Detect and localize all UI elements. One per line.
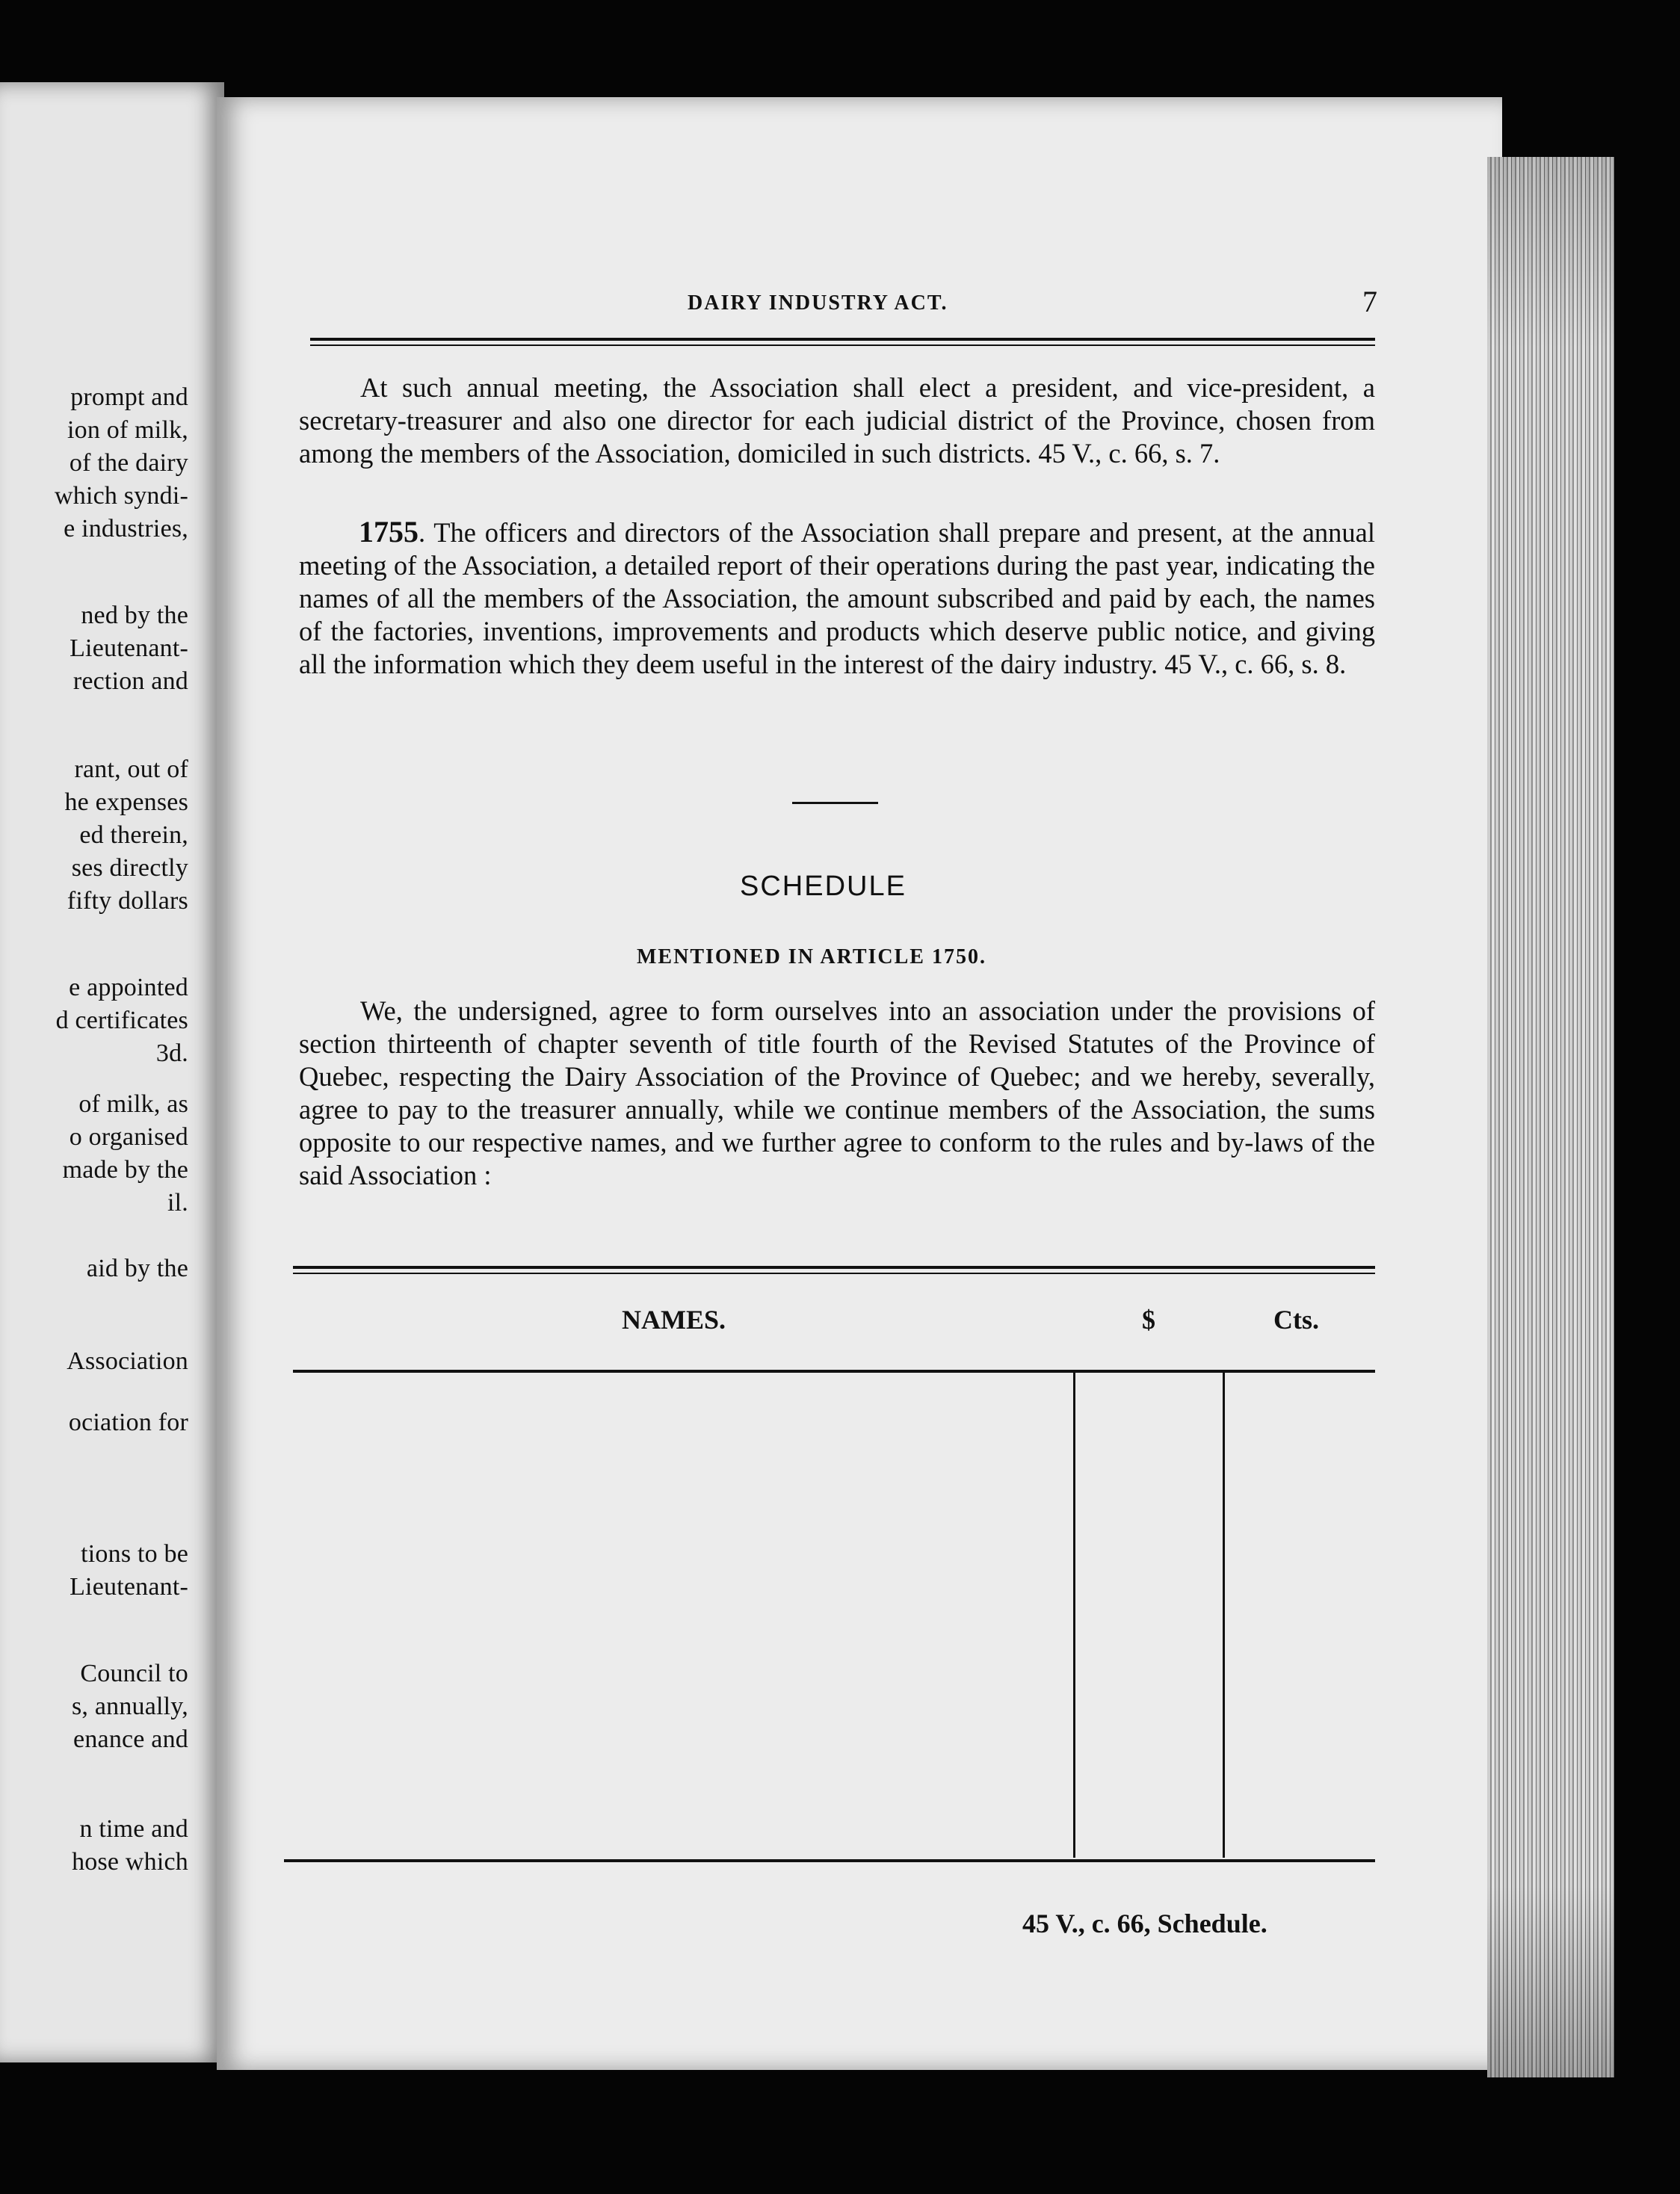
page-number: 7 bbox=[1362, 285, 1377, 318]
left-page-fragment: d certificates bbox=[55, 1007, 188, 1034]
schedule-text-body: We, the undersigned, agree to form ourselves into an association under the provisions of section thirteenth of chapter seventh of title fourth of the Revised Statutes of the Province of Quebec, respecting the Dairy Association of the Province of Quebec; and we hereby, severally, agree to pay to the treasurer annually, while we continue members of the Association, the sums opposite to our respective names, and we further agree to conform to the rules and by-laws of the said Association : bbox=[299, 995, 1375, 1190]
left-page-fragment: ned by the bbox=[81, 602, 188, 629]
paragraph-1755-text: . The officers and directors of the Association shall prepare and present, at the annual meeting of the Association, a detailed report of their operations during the past year, indicating the names of all the members of the Association, the amount subscribed and paid by each, the names of the factories, inventions, improvements and products which deserve public notice, and giving all the information which they deem useful in the interest of the dairy industry. 45 V., c. 66, s. 8. bbox=[299, 517, 1375, 679]
left-page-fragment: e industries, bbox=[64, 515, 188, 543]
column-divider-1 bbox=[1073, 1372, 1075, 1858]
left-page-fragment: fifty dollars bbox=[67, 887, 188, 915]
left-page-fragment: he expenses bbox=[64, 788, 188, 816]
table-bottom-rule bbox=[284, 1859, 1375, 1862]
section-divider bbox=[792, 802, 878, 804]
left-page-fragment: o organised bbox=[69, 1123, 188, 1151]
table-top-rule bbox=[293, 1266, 1375, 1274]
left-page-fragment: e appointed bbox=[69, 974, 188, 1001]
column-cents: Cts. bbox=[1273, 1305, 1319, 1335]
left-page-fragment: 3d. bbox=[155, 1039, 188, 1067]
left-page-fragment: of milk, as bbox=[78, 1090, 188, 1118]
left-page-fragment: tions to be bbox=[81, 1540, 188, 1568]
schedule-citation: 45 V., c. 66, Schedule. bbox=[1022, 1909, 1267, 1938]
previous-page bbox=[0, 82, 224, 2062]
paragraph-1 bbox=[299, 371, 1375, 470]
left-page-fragment: of the dairy bbox=[69, 449, 188, 477]
left-page-fragment: made by the bbox=[62, 1156, 188, 1184]
column-names: NAMES. bbox=[622, 1305, 726, 1335]
left-page-fragment: hose which bbox=[72, 1848, 188, 1876]
left-page-fragment: rection and bbox=[72, 667, 188, 695]
paragraph-1-text: At such annual meeting, the Association shall elect a president, and vice-president, a secretary-treasurer and also one director for each judicial district of the Province, chosen from among the members of the Association, domiciled in such districts. 45 V., c. 66, s. 7. bbox=[299, 372, 1375, 469]
page-edge bbox=[1487, 157, 1614, 2077]
column-dollars: $ bbox=[1142, 1305, 1155, 1335]
schedule-subtitle: MENTIONED IN ARTICLE 1750. bbox=[637, 945, 986, 968]
left-page-fragment: ses directly bbox=[71, 854, 188, 882]
left-page-fragment: ion of milk, bbox=[67, 416, 188, 444]
left-page-fragment: aid by the bbox=[86, 1255, 188, 1282]
column-divider-2 bbox=[1223, 1372, 1225, 1858]
left-page-fragment: Lieutenant- bbox=[70, 634, 188, 662]
header-rule bbox=[310, 338, 1375, 346]
left-page-fragment: ed therein, bbox=[79, 821, 188, 849]
left-page-fragment: ociation for bbox=[68, 1409, 188, 1436]
article-number: 1755 bbox=[359, 515, 419, 548]
left-page-fragment: Lieutenant- bbox=[70, 1573, 188, 1601]
left-page-fragment: enance and bbox=[73, 1725, 188, 1753]
paragraph-1755 bbox=[299, 516, 1375, 681]
running-head: DAIRY INDUSTRY ACT. bbox=[688, 291, 948, 315]
left-page-fragment: rant, out of bbox=[74, 755, 188, 783]
left-page-fragment: s, annually, bbox=[72, 1693, 188, 1720]
left-page-fragment: Association bbox=[67, 1347, 188, 1375]
schedule-text bbox=[299, 995, 1375, 1192]
left-page-fragment: il. bbox=[167, 1189, 188, 1217]
left-page-fragment: Council to bbox=[80, 1660, 188, 1687]
table-header-rule bbox=[293, 1370, 1375, 1373]
left-page-fragment: n time and bbox=[79, 1815, 188, 1843]
left-page-fragment: prompt and bbox=[70, 383, 188, 411]
schedule-title: SCHEDULE bbox=[740, 871, 907, 902]
left-page-fragment: which syndi- bbox=[55, 482, 188, 510]
